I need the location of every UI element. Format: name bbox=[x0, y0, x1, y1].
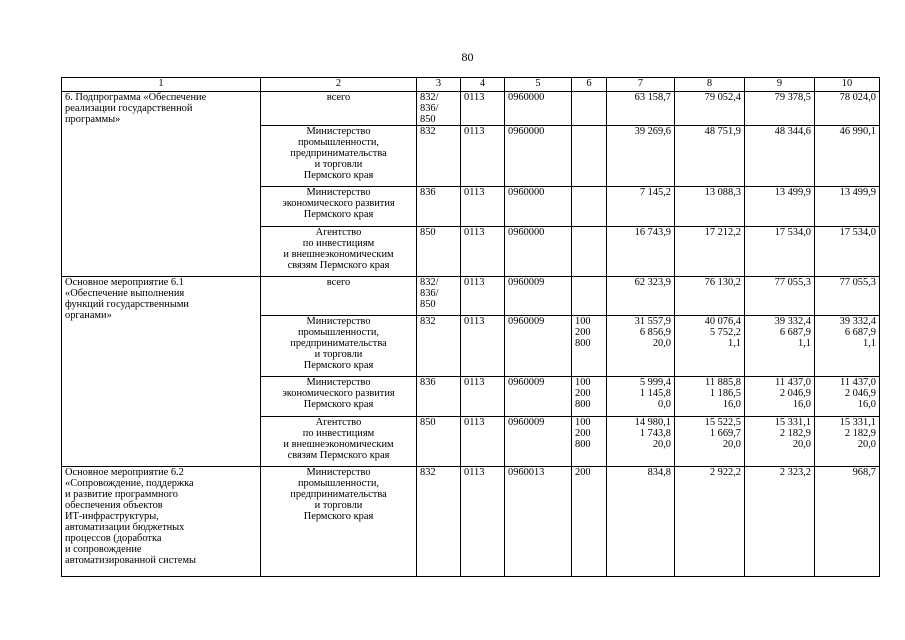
amount-cell: 13 499,9 bbox=[745, 187, 815, 227]
executor-cell: Министерство промышленности, предпринимательства и торговли Пермского края bbox=[261, 316, 417, 377]
column-header: 4 bbox=[461, 78, 505, 92]
amount-cell: 15 331,1 2 182,9 20,0 bbox=[745, 417, 815, 467]
code-cell: 0960000 bbox=[505, 227, 572, 277]
code-cell: 100 200 800 bbox=[572, 417, 607, 467]
amount-cell: 79 052,4 bbox=[675, 92, 745, 126]
amount-cell: 13 088,3 bbox=[675, 187, 745, 227]
executor-cell: Министерство экономического развития Пермского края bbox=[261, 187, 417, 227]
code-cell bbox=[572, 187, 607, 227]
amount-cell: 11 885,8 1 186,5 16,0 bbox=[675, 377, 745, 417]
column-header: 5 bbox=[505, 78, 572, 92]
amount-cell: 7 145,2 bbox=[607, 187, 675, 227]
code-cell: 850 bbox=[417, 227, 461, 277]
code-cell bbox=[572, 92, 607, 126]
column-header: 7 bbox=[607, 78, 675, 92]
code-cell: 100 200 800 bbox=[572, 377, 607, 417]
code-cell: 0960000 bbox=[505, 187, 572, 227]
amount-cell: 834,8 bbox=[607, 467, 675, 577]
amount-cell: 79 378,5 bbox=[745, 92, 815, 126]
code-cell: 0960009 bbox=[505, 417, 572, 467]
table-row bbox=[62, 277, 880, 316]
amount-cell: 39 332,4 6 687,9 1,1 bbox=[815, 316, 880, 377]
code-cell: 832 bbox=[417, 467, 461, 577]
code-cell: 0960000 bbox=[505, 92, 572, 126]
amount-cell: 62 323,9 bbox=[607, 277, 675, 316]
amount-cell: 16 743,9 bbox=[607, 227, 675, 277]
column-header: 1 bbox=[62, 78, 261, 92]
code-cell: 0113 bbox=[461, 126, 505, 187]
code-cell: 836 bbox=[417, 377, 461, 417]
executor-cell: Министерство промышленности, предпринимательства и торговли Пермского края bbox=[261, 467, 417, 577]
amount-cell: 17 212,2 bbox=[675, 227, 745, 277]
code-cell: 0113 bbox=[461, 316, 505, 377]
code-cell: 0960000 bbox=[505, 126, 572, 187]
amount-cell: 40 076,4 5 752,2 1,1 bbox=[675, 316, 745, 377]
code-cell bbox=[572, 277, 607, 316]
code-cell: 0113 bbox=[461, 467, 505, 577]
code-cell: 0960013 bbox=[505, 467, 572, 577]
amount-cell: 78 024,0 bbox=[815, 92, 880, 126]
amount-cell: 76 130,2 bbox=[675, 277, 745, 316]
amount-cell: 5 999,4 1 145,8 0,0 bbox=[607, 377, 675, 417]
amount-cell: 48 344,6 bbox=[745, 126, 815, 187]
code-cell: 0960009 bbox=[505, 316, 572, 377]
column-header: 6 bbox=[572, 78, 607, 92]
header-row bbox=[62, 78, 880, 92]
code-cell: 200 bbox=[572, 467, 607, 577]
amount-cell: 13 499,9 bbox=[815, 187, 880, 227]
code-cell bbox=[572, 227, 607, 277]
code-cell: 832 bbox=[417, 126, 461, 187]
table-row bbox=[62, 92, 880, 126]
amount-cell: 77 055,3 bbox=[815, 277, 880, 316]
amount-cell: 15 522,5 1 669,7 20,0 bbox=[675, 417, 745, 467]
code-cell: 832/ 836/ 850 bbox=[417, 92, 461, 126]
amount-cell: 17 534,0 bbox=[815, 227, 880, 277]
executor-cell: Агентство по инвестициям и внешнеэкономическим связям Пермского края bbox=[261, 227, 417, 277]
column-header: 3 bbox=[417, 78, 461, 92]
amount-cell: 11 437,0 2 046,9 16,0 bbox=[745, 377, 815, 417]
amount-cell: 17 534,0 bbox=[745, 227, 815, 277]
amount-cell: 39 332,4 6 687,9 1,1 bbox=[745, 316, 815, 377]
section-title: Основное мероприятие 6.2 «Сопровождение, поддержка и развитие программного обеспечения объектов ИТ-инфраструктуры, автоматизации бюджетных процессов (доработка и сопровождение автоматизированной системы bbox=[62, 467, 261, 577]
code-cell: 0960009 bbox=[505, 277, 572, 316]
amount-cell: 63 158,7 bbox=[607, 92, 675, 126]
code-cell: 832 bbox=[417, 316, 461, 377]
budget-table bbox=[61, 77, 880, 577]
amount-cell: 77 055,3 bbox=[745, 277, 815, 316]
section-title: Основное мероприятие 6.1 «Обеспечение выполнения функций государственными органами» bbox=[62, 277, 261, 467]
amount-cell: 2 922,2 bbox=[675, 467, 745, 577]
code-cell: 0113 bbox=[461, 277, 505, 316]
code-cell: 832/ 836/ 850 bbox=[417, 277, 461, 316]
amount-cell: 11 437,0 2 046,9 16,0 bbox=[815, 377, 880, 417]
amount-cell: 48 751,9 bbox=[675, 126, 745, 187]
amount-cell: 2 323,2 bbox=[745, 467, 815, 577]
amount-cell: 15 331,1 2 182,9 20,0 bbox=[815, 417, 880, 467]
column-header: 2 bbox=[261, 78, 417, 92]
section-title: 6. Подпрограмма «Обеспечение реализации государственной программы» bbox=[62, 92, 261, 277]
column-header: 10 bbox=[815, 78, 880, 92]
executor-cell: всего bbox=[261, 92, 417, 126]
executor-cell: всего bbox=[261, 277, 417, 316]
code-cell bbox=[572, 126, 607, 187]
amount-cell: 31 557,9 6 856,9 20,0 bbox=[607, 316, 675, 377]
executor-cell: Министерство промышленности, предпринимательства и торговли Пермского края bbox=[261, 126, 417, 187]
code-cell: 0113 bbox=[461, 377, 505, 417]
executor-cell: Агентство по инвестициям и внешнеэкономическим связям Пермского края bbox=[261, 417, 417, 467]
code-cell: 0113 bbox=[461, 187, 505, 227]
code-cell: 0960009 bbox=[505, 377, 572, 417]
executor-cell: Министерство экономического развития Пермского края bbox=[261, 377, 417, 417]
amount-cell: 968,7 bbox=[815, 467, 880, 577]
code-cell: 0113 bbox=[461, 227, 505, 277]
column-header: 8 bbox=[675, 78, 745, 92]
amount-cell: 14 980,1 1 743,8 20,0 bbox=[607, 417, 675, 467]
amount-cell: 39 269,6 bbox=[607, 126, 675, 187]
column-header: 9 bbox=[745, 78, 815, 92]
page-number: 80 bbox=[461, 50, 474, 64]
code-cell: 0113 bbox=[461, 417, 505, 467]
code-cell: 836 bbox=[417, 187, 461, 227]
code-cell: 100 200 800 bbox=[572, 316, 607, 377]
amount-cell: 46 990,1 bbox=[815, 126, 880, 187]
table-row bbox=[62, 467, 880, 577]
code-cell: 0113 bbox=[461, 92, 505, 126]
code-cell: 850 bbox=[417, 417, 461, 467]
